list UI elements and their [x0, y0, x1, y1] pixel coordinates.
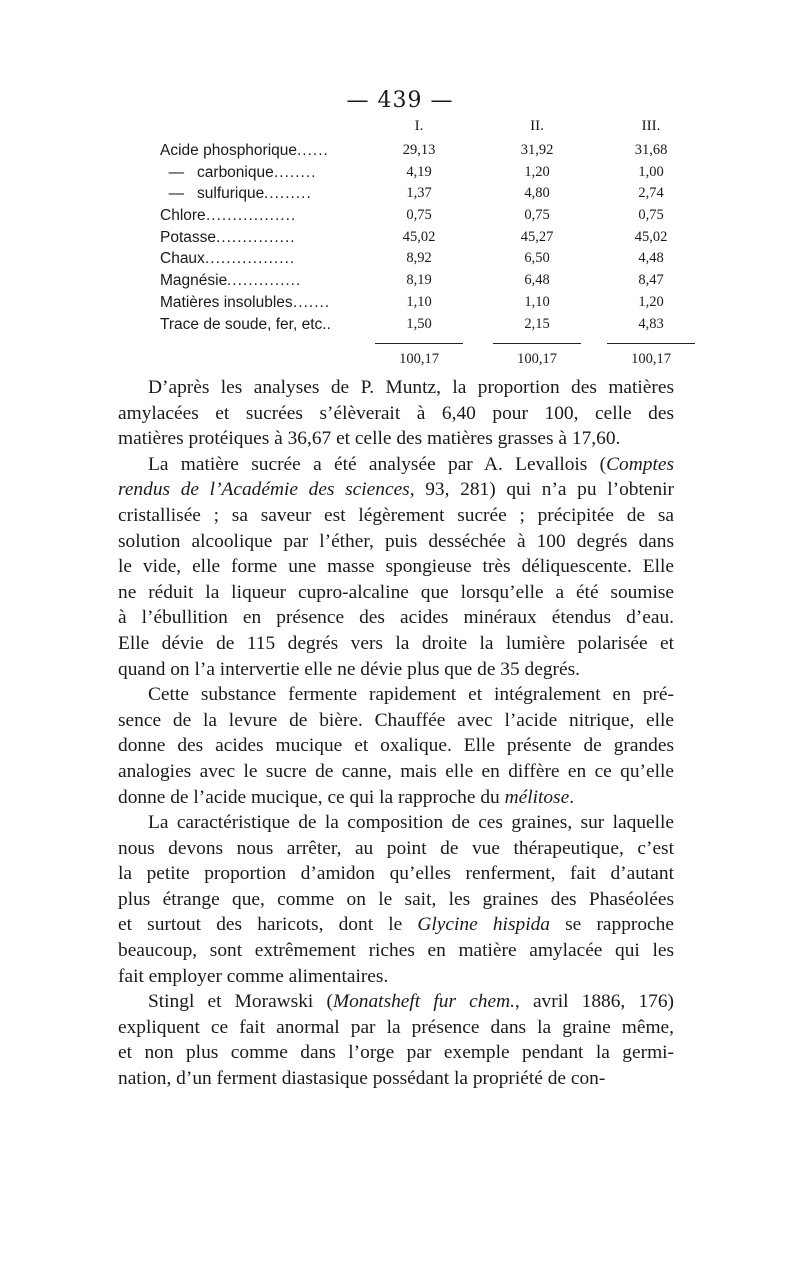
text-line: D’après les analyses de P. Muntz, la proportion des matières [148, 377, 674, 398]
text-line: nation, d’un ferment diastasique possédant la propriété de con- [118, 1068, 606, 1090]
text-line: Stingl et Morawski (Monatsheft fur chem., avril 1886, 176) [148, 991, 674, 1013]
text-line: à l’ébullition en présence des acides minéraux étendus d’eau. [118, 607, 674, 629]
text-line: donne de l’acide mucique, ce qui la rapproche du mélitose. [118, 786, 575, 808]
row-value-3: 4,48 [638, 250, 664, 267]
row-label: Chaux [160, 250, 205, 268]
row-value-1: 1,10 [406, 293, 432, 310]
table-row [157, 229, 677, 251]
total-value-2: 100,17 [517, 351, 557, 368]
total-value-3: 100,17 [631, 351, 671, 368]
text-line: amylacées et sucrées s’élèverait à 6,40 pour 100, celle des [118, 402, 674, 424]
row-label: Potasse [160, 228, 217, 246]
text-line: plus étrange que, comme on le sait, les graines des Phaséolées [118, 888, 674, 910]
row-value-1: 0,75 [406, 207, 432, 224]
text-line: La matière sucrée a été analysée par A. Levallois (Comptes [148, 453, 674, 475]
column-header-2: II. [530, 118, 544, 134]
row-value-2: 1,20 [524, 163, 550, 180]
row-value-2: 31,92 [520, 142, 554, 158]
row-value-2: 2,15 [524, 315, 550, 332]
row-leader-dots: ................. [205, 250, 296, 268]
row-value-1: 29,13 [402, 142, 436, 158]
row-leader-dots: ............... [216, 228, 296, 246]
table-row [157, 272, 677, 294]
row-value-1: 1,50 [406, 315, 432, 332]
row-value-3: 4,83 [638, 315, 664, 332]
row-value-1: 8,19 [406, 272, 432, 289]
row-value-3: 2,74 [638, 185, 664, 202]
row-value-2: 4,80 [524, 185, 550, 202]
row-label: — carbonique [160, 163, 274, 181]
text-line: fait employer comme alimentaires. [118, 965, 389, 987]
text-line: ne réduit la liqueur cupro-alcaline que lorsqu’elle a été soumise [118, 581, 674, 603]
row-value-1: 4,19 [406, 163, 432, 180]
total-rule-1 [375, 343, 463, 344]
total-rules [157, 337, 677, 351]
text-line: et surtout des haricots, dont le Glycine hispida se rapproche [118, 914, 674, 936]
table-totals-row [157, 351, 677, 373]
row-label: Trace de soude, fer, etc.. [160, 315, 331, 333]
row-value-1: 8,92 [406, 250, 432, 267]
text-line: la petite proportion d’amidon qu’elles renferment, fait d’autant [118, 863, 674, 885]
text-line: et non plus comme dans l’orge par exemple pendant la germi- [118, 1042, 674, 1064]
row-value-3: 8,47 [638, 272, 664, 289]
table-row [157, 164, 677, 186]
row-leader-dots: ........ [274, 163, 317, 181]
row-leader-dots: ...... [297, 142, 329, 159]
text-line: beaucoup, sont extrêmement riches en matière amylacée qui les [118, 940, 674, 962]
paragraph [118, 682, 674, 810]
row-leader-dots: ....... [293, 293, 331, 311]
page-number: — 439 — [346, 88, 454, 113]
row-value-3: 0,75 [638, 207, 664, 224]
total-value-1: 100,17 [399, 351, 439, 368]
paragraph [118, 452, 674, 682]
row-value-2: 0,75 [524, 207, 550, 224]
row-value-1: 1,37 [406, 185, 432, 202]
row-label: Matières insolubles [160, 293, 293, 311]
total-rule-3 [607, 343, 695, 344]
table-row [157, 185, 677, 207]
text-line: analogies avec le sucre de canne, mais elle en diffère en ce qu’elle [118, 760, 674, 782]
column-header-1: I. [414, 118, 424, 134]
text-line: rendus de l’Académie des sciences, 93, 281) qui n’a pu l’obtenir [118, 479, 674, 501]
row-label: Acide phosphorique [160, 142, 298, 159]
text-line: le vide, elle forme une masse spongieuse très déliquescente. Elle [118, 556, 674, 578]
text-line: La caractéristique de la composition de ces graines, sur laquelle [148, 812, 674, 834]
paragraph [118, 989, 674, 1091]
text-line: Elle dévie de 115 degrés vers la droite la lumière polarisée et [118, 632, 674, 654]
text-line: Cette substance fermente rapidement et intégralement en pré- [148, 684, 674, 706]
table-row [157, 207, 677, 229]
text-line: expliquent ce fait anormal par la présence dans la graine même, [118, 1016, 674, 1038]
row-leader-dots: .............. [227, 272, 302, 290]
row-value-2: 45,27 [520, 228, 554, 245]
row-value-3: 1,20 [638, 293, 664, 310]
row-value-3: 1,00 [638, 163, 664, 180]
row-label: Magnésie [160, 272, 228, 290]
text-line: solution alcoolique par l’éther, puis desséchée à 100 degrés dans [118, 530, 674, 552]
total-rule-2 [493, 343, 581, 344]
text-line: quand on l’a intervertie elle ne dévie plus que de 35 degrés. [118, 658, 580, 680]
text-line: matières protéiques à 36,67 et celle des matières grasses à 17,60. [118, 428, 621, 450]
row-leader-dots: ................. [206, 207, 297, 225]
row-value-2: 6,48 [524, 272, 550, 289]
row-value-2: 6,50 [524, 250, 550, 267]
column-header-3: III. [641, 118, 661, 134]
row-value-3: 31,68 [634, 142, 668, 158]
row-value-2: 1,10 [524, 293, 550, 310]
table-header [157, 118, 677, 142]
table-row [157, 294, 677, 316]
table-row [157, 142, 677, 164]
paragraph [118, 810, 674, 989]
table-row [157, 250, 677, 272]
text-line: donne des acides mucique et oxalique. Elle présente de grandes [118, 735, 674, 757]
analysis-table [157, 118, 677, 373]
row-label: Chlore [160, 207, 206, 225]
row-label: — sulfurique [160, 185, 265, 203]
row-leader-dots: ......... [264, 185, 312, 203]
text-line: sence de la levure de bière. Chauffée avec l’acide nitrique, elle [118, 709, 674, 731]
row-value-3: 45,02 [634, 228, 668, 245]
text-line: cristallisée ; sa saveur est légèrement sucrée ; précipitée de sa [118, 504, 674, 526]
body-text [118, 375, 674, 1092]
paragraph [118, 375, 674, 452]
row-value-1: 45,02 [402, 228, 436, 245]
text-line: nous devons nous arrêter, au point de vue thérapeutique, c’est [118, 837, 674, 859]
table-row [157, 316, 677, 338]
